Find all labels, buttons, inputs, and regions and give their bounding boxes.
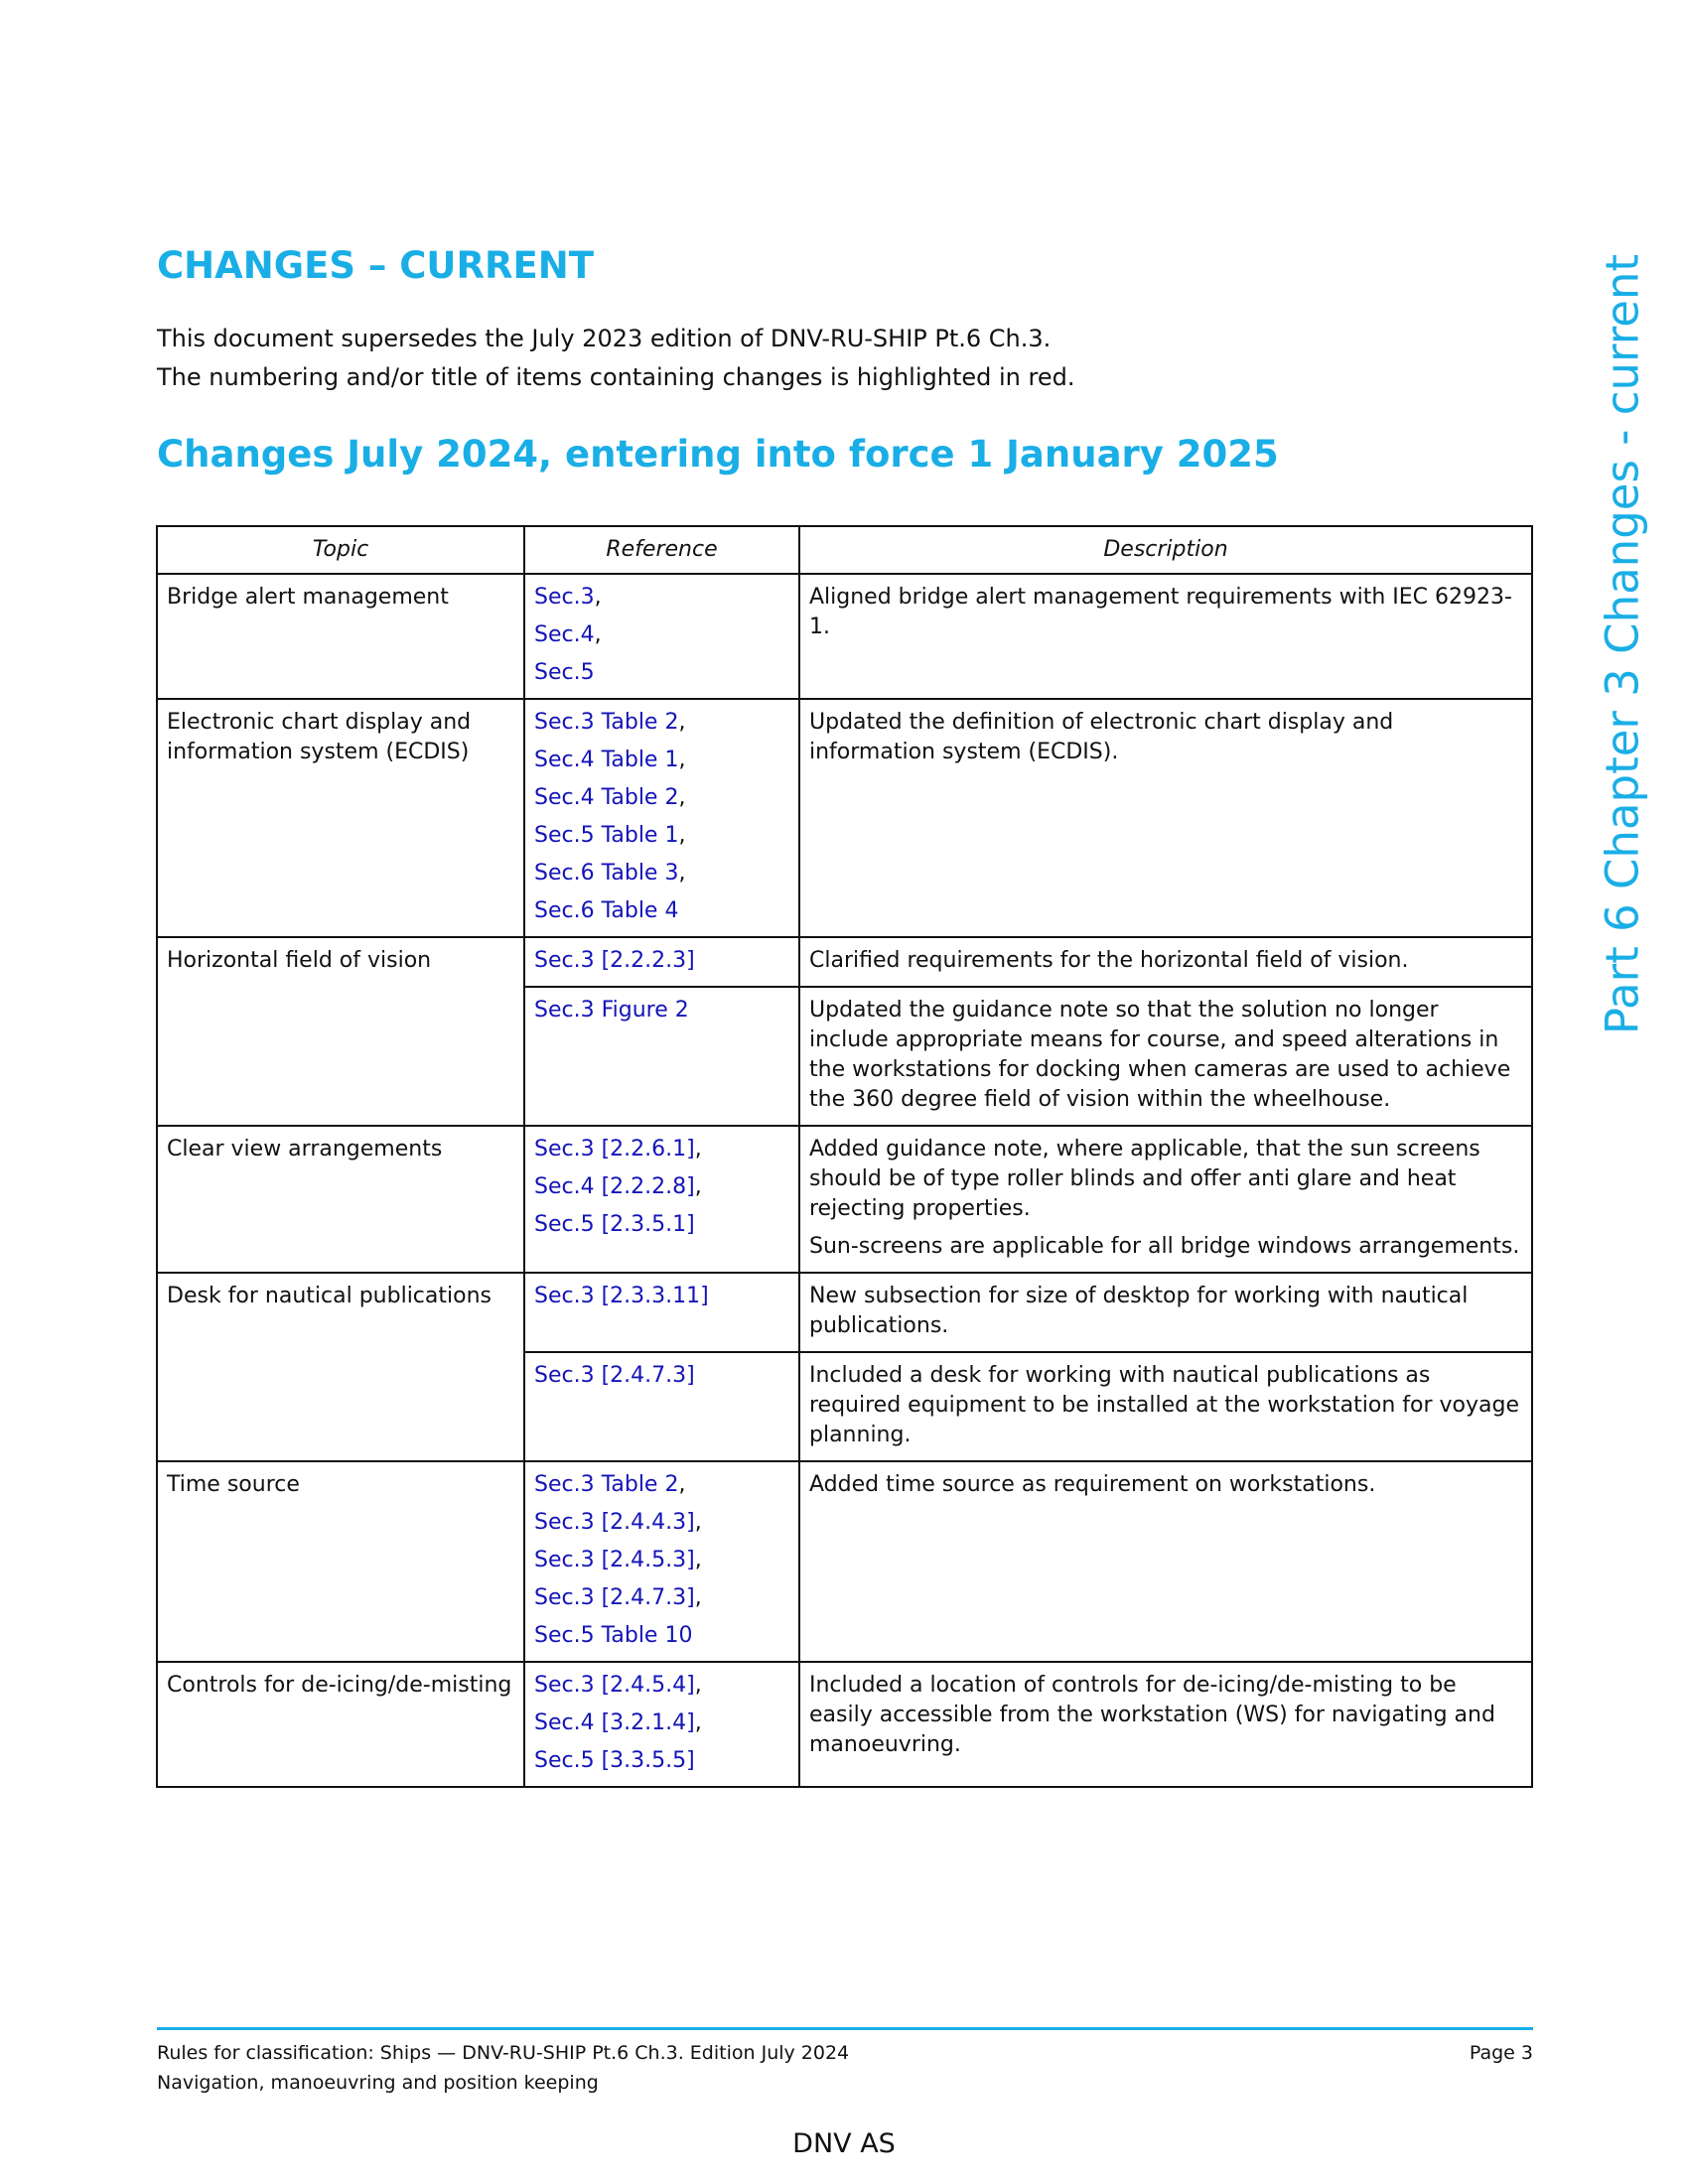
description-text: Added time source as requirement on workstations. bbox=[809, 1472, 1376, 1497]
reference-link[interactable]: Sec.3 Table 2, bbox=[534, 710, 686, 735]
intro-line: The numbering and/or title of items containing changes is highlighted in red. bbox=[157, 363, 1075, 391]
topic-cell: Controls for de-icing/de-misting bbox=[157, 1662, 524, 1787]
reference-link[interactable]: Sec.3, bbox=[534, 585, 602, 610]
description-text: Clarified requirements for the horizontal field of vision. bbox=[809, 948, 1409, 973]
description-text: Included a location of controls for de-icing/de-misting to be easily accessible from the workstation (WS) for navigating and manoeuvring. bbox=[809, 1673, 1495, 1757]
reference-link[interactable]: Sec.4 [3.2.1.4], bbox=[534, 1710, 702, 1735]
reference-link[interactable]: Sec.3 [2.4.5.3], bbox=[534, 1548, 702, 1572]
reference-cell bbox=[524, 987, 799, 1126]
reference-link[interactable]: Sec.5 [2.3.5.1] bbox=[534, 1212, 695, 1237]
reference-link[interactable]: Sec.6 Table 3, bbox=[534, 861, 686, 886]
reference-link[interactable]: Sec.5 Table 1, bbox=[534, 823, 686, 848]
description-cell bbox=[799, 1273, 1532, 1352]
column-header-topic: Topic bbox=[157, 526, 524, 574]
topic-cell: Electronic chart display and information system (ECDIS) bbox=[157, 699, 524, 937]
company-name: DNV AS bbox=[792, 2128, 896, 2159]
description-cell bbox=[799, 1126, 1532, 1273]
topic-cell: Horizontal field of vision bbox=[157, 937, 524, 1126]
reference-link[interactable]: Sec.3 [2.4.7.3], bbox=[534, 1585, 702, 1610]
reference-link[interactable]: Sec.3 [2.4.5.4], bbox=[534, 1673, 702, 1698]
description-text: Included a desk for working with nautical publications as required equipment to be installed at the workstation for voyage planning. bbox=[809, 1363, 1519, 1447]
topic-cell: Clear view arrangements bbox=[157, 1126, 524, 1273]
reference-link[interactable]: Sec.5 [3.3.5.5] bbox=[534, 1748, 695, 1773]
description-cell bbox=[799, 987, 1532, 1126]
table-row bbox=[157, 574, 1532, 699]
intro-text bbox=[157, 320, 1074, 397]
reference-link[interactable]: Sec.3 [2.2.2.3] bbox=[534, 948, 695, 973]
reference-cell bbox=[524, 1461, 799, 1662]
table-row bbox=[157, 1126, 1532, 1273]
reference-cell bbox=[524, 1273, 799, 1352]
reference-link[interactable]: Sec.4 Table 2, bbox=[534, 785, 686, 810]
changes-table bbox=[156, 525, 1533, 1788]
topic-cell: Desk for nautical publications bbox=[157, 1273, 524, 1461]
reference-link[interactable]: Sec.4 Table 1, bbox=[534, 748, 686, 772]
description-text: Sun-screens are applicable for all bridge windows arrangements. bbox=[809, 1234, 1520, 1259]
table-row bbox=[157, 699, 1532, 937]
reference-cell bbox=[524, 1126, 799, 1273]
column-header-description: Description bbox=[799, 526, 1532, 574]
footer-chapter-title: Navigation, manoeuvring and position keeping bbox=[157, 2072, 599, 2094]
description-cell bbox=[799, 699, 1532, 937]
reference-cell bbox=[524, 1352, 799, 1461]
edition-changes-heading: Changes July 2024, entering into force 1 January 2025 bbox=[157, 433, 1279, 476]
changes-current-heading: CHANGES – CURRENT bbox=[157, 244, 594, 287]
reference-link[interactable]: Sec.3 [2.4.7.3] bbox=[534, 1363, 695, 1388]
table-row bbox=[157, 1662, 1532, 1787]
reference-link[interactable]: Sec.4 [2.2.2.8], bbox=[534, 1174, 702, 1199]
table-row bbox=[157, 1461, 1532, 1662]
reference-cell bbox=[524, 937, 799, 987]
description-cell bbox=[799, 937, 1532, 987]
reference-cell bbox=[524, 574, 799, 699]
reference-link[interactable]: Sec.3 Table 2, bbox=[534, 1472, 686, 1497]
reference-link[interactable]: Sec.3 [2.4.4.3], bbox=[534, 1510, 702, 1535]
page-number: Page 3 bbox=[1469, 2042, 1533, 2064]
column-header-reference: Reference bbox=[524, 526, 799, 574]
description-text: New subsection for size of desktop for working with nautical publications. bbox=[809, 1284, 1469, 1338]
footer-document-title: Rules for classification: Ships — DNV-RU-SHIP Pt.6 Ch.3. Edition July 2024 bbox=[157, 2042, 850, 2064]
topic-cell: Time source bbox=[157, 1461, 524, 1662]
table-header-row bbox=[157, 526, 1532, 574]
footer-divider bbox=[157, 2027, 1533, 2030]
description-text: Updated the definition of electronic chart display and information system (ECDIS). bbox=[809, 710, 1394, 764]
description-cell bbox=[799, 1662, 1532, 1787]
description-cell bbox=[799, 1352, 1532, 1461]
description-cell bbox=[799, 574, 1532, 699]
description-text: Updated the guidance note so that the solution no longer include appropriate means for course, and speed alterations in the workstations for docking when cameras are used to achieve the 360 degree field of vision within the wheelhouse. bbox=[809, 998, 1511, 1112]
description-text: Added guidance note, where applicable, that the sun screens should be of type roller blinds and offer anti glare and heat rejecting properties. bbox=[809, 1137, 1480, 1221]
reference-link[interactable]: Sec.5 bbox=[534, 660, 595, 685]
side-tab-label: Part 6 Chapter 3 Changes - current bbox=[1596, 253, 1649, 1035]
reference-cell bbox=[524, 1662, 799, 1787]
reference-link[interactable]: Sec.3 Figure 2 bbox=[534, 998, 689, 1023]
reference-link[interactable]: Sec.6 Table 4 bbox=[534, 898, 679, 923]
reference-link[interactable]: Sec.5 Table 10 bbox=[534, 1623, 693, 1648]
reference-link[interactable]: Sec.3 [2.2.6.1], bbox=[534, 1137, 702, 1161]
reference-link[interactable]: Sec.4, bbox=[534, 622, 602, 647]
table-row bbox=[157, 1273, 1532, 1352]
intro-line: This document supersedes the July 2023 edition of DNV-RU-SHIP Pt.6 Ch.3. bbox=[157, 325, 1052, 352]
description-text: Aligned bridge alert management requirements with IEC 62923-1. bbox=[809, 585, 1512, 639]
topic-cell: Bridge alert management bbox=[157, 574, 524, 699]
reference-cell bbox=[524, 699, 799, 937]
description-cell bbox=[799, 1461, 1532, 1662]
table-row bbox=[157, 937, 1532, 987]
reference-link[interactable]: Sec.3 [2.3.3.11] bbox=[534, 1284, 709, 1308]
